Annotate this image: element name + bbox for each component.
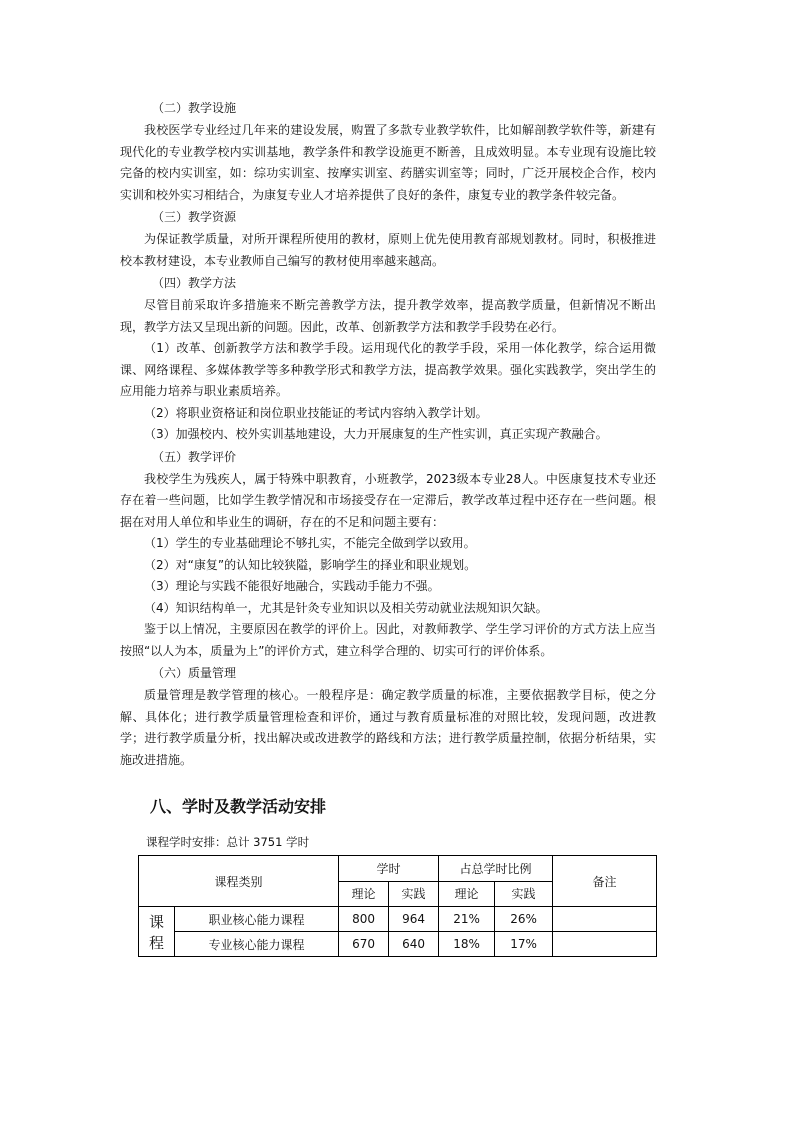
header-ratio-theory: 理论 (439, 881, 495, 907)
row-note (553, 932, 657, 957)
table-row (139, 907, 657, 932)
section-heading-facilities: （二）教学设施 (152, 101, 237, 115)
paragraph-facilities: 我校医学专业经过几年来的建设发展，购置了多款专业教学软件，比如解剖教学软件等，新建有现代化的专业教学校内实训基地，教学条件和教学设施更不断善，且成效明显。本专业现有设施比较完备的校内实训室，如：综功实训室、按摩实训室、药膳实训室等；同时，广泛开展校企合作，校内实训和校外实习相结合，为康复专业人才培养提供了良好的条件，康复专业的教学条件较完备。 (120, 123, 656, 202)
chapter-title: 八、学时及教学活动安排 (150, 797, 327, 816)
row-practice: 640 (389, 932, 439, 957)
row-ratio-practice: 17% (495, 932, 553, 957)
list-item: （4）知识结构单一，尤其是针灸专业知识以及相关劳动就业法规知识欠缺。 (144, 600, 548, 615)
header-ratio-practice: 实践 (495, 881, 553, 907)
row-name: 职业核心能力课程 (175, 907, 339, 932)
row-note (553, 907, 657, 932)
paragraph-quality: 质量管理是教学管理的核心。一般程序是：确定教学质量的标准，主要依据教学目标，使之分解、具体化；进行教学质量管理检查和评价，通过与教育质量标准的对照比较，发现问题，改进教学；进行教学质量分析，找出解决或改进教学的路线和方法；进行教学质量控制，依据分析结果，实施改进措施。 (120, 688, 656, 767)
group-label (139, 907, 175, 957)
header-category: 课程类别 (139, 856, 339, 907)
paragraph-methods: 尽管目前采取许多措施来不断完善教学方法，提升教学效率，提高教学质量，但新情况不断出现，教学方法又呈现出新的问题。因此，改革、创新教学方法和教学手段势在必行。 (120, 298, 656, 334)
header-practice: 实践 (389, 881, 439, 907)
section-heading-resources: （三）教学资源 (152, 210, 237, 224)
header-theory: 理论 (339, 881, 389, 907)
row-theory: 800 (339, 907, 389, 932)
row-ratio-practice: 26% (495, 907, 553, 932)
list-item: （1）改革、创新教学方法和教学手段。运用现代化的教学手段，采用一体化教学，综合运用微课、网络课程、多媒体教学等多种教学形式和教学方法，提高教学效果。强化实践教学，突出学生的应用能力培养与职业素质培养。 (120, 341, 656, 398)
document-page (120, 97, 656, 957)
table-row (139, 932, 657, 957)
row-ratio-theory: 21% (439, 907, 495, 932)
list-item: （3）理论与实践不能很好地融合，实践动手能力不强。 (144, 579, 440, 593)
paragraph-evaluation: 我校学生为残疾人，属于特殊中职教育，小班教学，2023级本专业28人。中医康复技术专业还存在着一些问题，比如学生教学情况和市场接受存在一定滞后，教学改革过程中还存在一些问题。根据在对用人单位和毕业生的调研，存在的不足和问题主要有： (120, 471, 656, 529)
header-ratio: 占总学时比例 (439, 856, 553, 882)
group-char: 课 (148, 912, 164, 931)
header-hours: 学时 (339, 856, 439, 882)
header-note: 备注 (553, 856, 657, 907)
list-item: （3）加强校内、校外实训基地建设，大力开展康复的生产性实训，真正实现产教融合。 (144, 427, 608, 441)
list-item: （2）对“康复”的认知比较狭隘，影响学生的择业和职业规划。 (144, 557, 477, 572)
row-practice: 964 (389, 907, 439, 932)
section-heading-evaluation: （五）教学评价 (152, 449, 237, 464)
paragraph-resources: 为保证教学质量，对所开课程所使用的教材，原则上优先使用教育部规划教材。同时，积极推进校本教材建设，本专业教师自己编写的教材使用率越来越高。 (120, 232, 656, 268)
list-item: （1）学生的专业基础理论不够扎实，不能完全做到学以致用。 (144, 536, 476, 550)
list-item: （2）将职业资格证和岗位职业技能证的考试内容纳入教学计划。 (144, 405, 488, 420)
section-heading-quality: （六）质量管理 (152, 666, 237, 680)
row-ratio-theory: 18% (439, 932, 495, 957)
row-name: 专业核心能力课程 (175, 932, 339, 957)
group-char: 程 (148, 933, 164, 952)
section-heading-methods: （四）教学方法 (152, 276, 237, 290)
table-caption: 课程学时安排：总计 3751 学时 (146, 835, 310, 849)
row-theory: 670 (339, 932, 389, 957)
hours-table (138, 855, 657, 957)
paragraph-evaluation-conclusion: 鉴于以上情况，主要原因在教学的评价上。因此，对教师教学、学生学习评价的方式方法上应当按照“以人为本，质量为上”的评价方式，建立科学合理的、切实可行的评价体系。 (120, 622, 656, 658)
